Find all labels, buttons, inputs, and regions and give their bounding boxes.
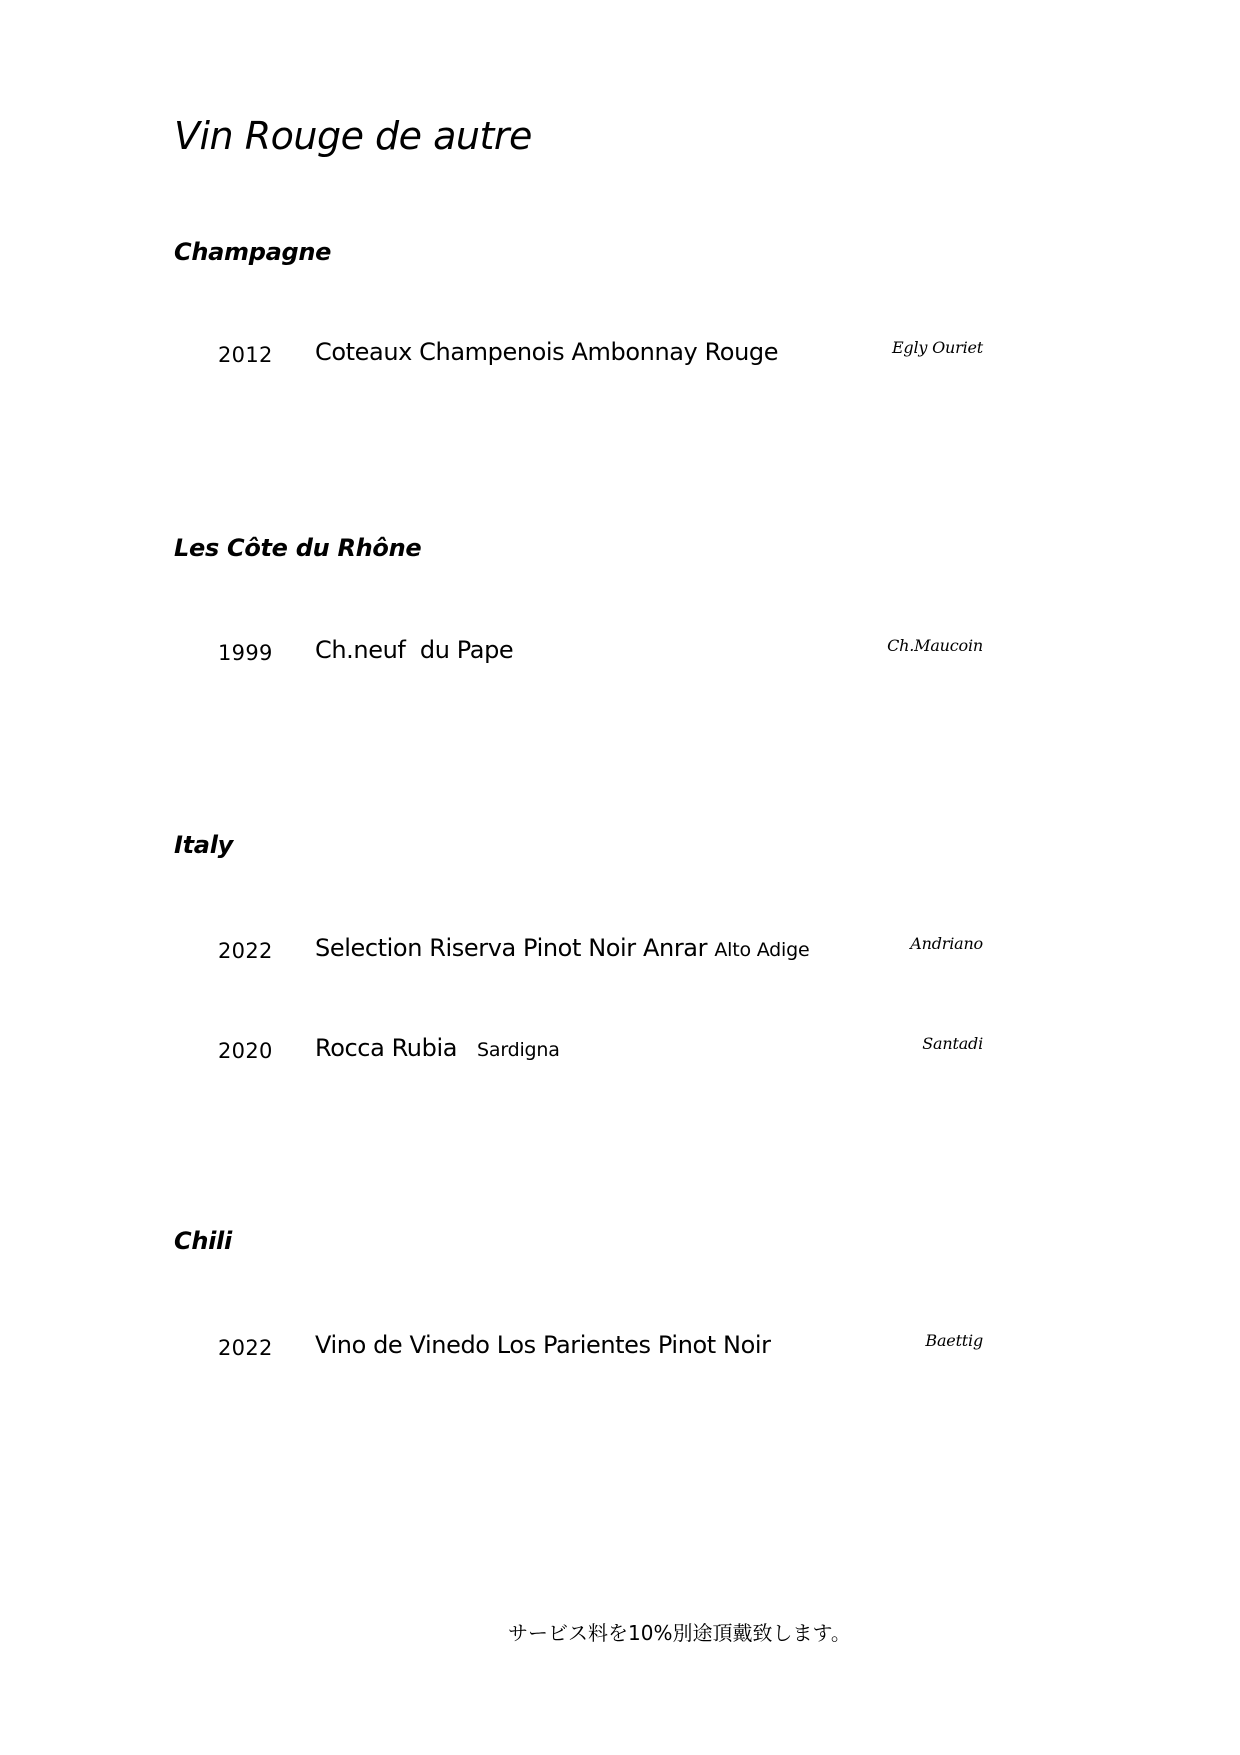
- wine-name: [315, 636, 513, 664]
- wine-row: [0, 334, 1240, 374]
- wine-row: [0, 1327, 1240, 1367]
- wine-region: Alto Adige: [714, 939, 810, 961]
- page-title: Vin Rouge de autre: [174, 114, 532, 158]
- wine-row: [0, 632, 1240, 672]
- wine-name: [315, 934, 809, 962]
- wine-name-text: Vino de Vinedo Los Parientes Pinot Noir: [315, 1331, 771, 1359]
- wine-producer: Santadi: [922, 1034, 983, 1053]
- section-heading-italy: Italy: [174, 831, 233, 859]
- service-charge-note: サービス料を10%別途頂戴致します。: [508, 1621, 851, 1645]
- wine-vintage: 2020: [218, 1039, 273, 1063]
- wine-vintage: 2022: [218, 939, 273, 963]
- section-heading-chili: Chili: [174, 1227, 232, 1255]
- wine-region: Sardigna: [477, 1039, 560, 1061]
- wine-vintage: 1999: [218, 641, 273, 665]
- wine-vintage: 2012: [218, 343, 273, 367]
- wine-row: [0, 1030, 1240, 1070]
- section-heading-champagne: Champagne: [174, 238, 332, 266]
- wine-name-text: Ch.neuf du Pape: [315, 636, 514, 664]
- wine-name: [315, 338, 778, 366]
- wine-name: [315, 1331, 771, 1359]
- wine-producer: Egly Ouriet: [891, 338, 983, 357]
- wine-name-text: Rocca Rubia: [315, 1034, 458, 1062]
- section-heading-rhone: Les Côte du Rhône: [174, 534, 422, 562]
- wine-vintage: 2022: [218, 1336, 273, 1360]
- wine-name-text: Selection Riserva Pinot Noir Anrar: [315, 934, 708, 962]
- wine-producer: Andriano: [910, 934, 983, 953]
- wine-row: [0, 930, 1240, 970]
- wine-producer: Baettig: [925, 1331, 983, 1350]
- wine-name-text: Coteaux Champenois Ambonnay Rouge: [315, 338, 779, 366]
- wine-name: [315, 1034, 560, 1062]
- wine-producer: Ch.Maucoin: [887, 636, 983, 655]
